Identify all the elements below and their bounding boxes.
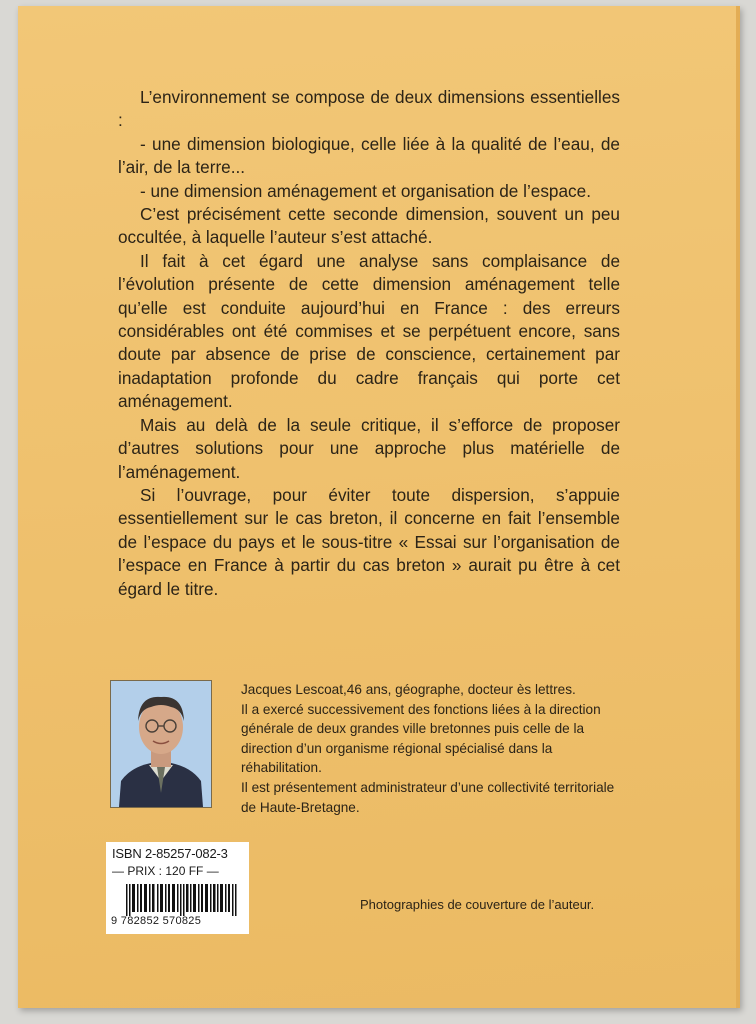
blurb-paragraph-4: C’est précisément cette seconde dimension, souvent un peu occultée, à laquelle l’auteur s’est attaché. [118,204,620,248]
isbn-label [106,842,249,934]
author-portrait-illustration [111,681,211,807]
blurb-text [118,86,620,601]
blurb-paragraph-1: L’environnement se compose de deux dimensions essentielles : [118,87,620,131]
blurb-paragraph-2: - une dimension biologique, celle liée à la qualité de l’eau, de l’air, de la terre... [118,133,620,178]
cover-edge [736,6,740,1008]
barcode-digits: 9 782852 570825 [111,915,202,927]
author-bio-line-1: Jacques Lescoat,46 ans, géographe, docteur ès lettres. [241,682,576,697]
photo-credit: Photographies de couverture de l’auteur. [360,897,595,912]
barcode [126,884,238,916]
author-bio [241,680,619,817]
author-bio-line-2: Il a exercé successivement des fonctions liées à la direction générale de deux grandes ville bretonnes puis celle de la direction d’un organisme régional spécialisé dans la réhabilitation. [241,701,601,776]
blurb-paragraph-6: Mais au delà de la seule critique, il s’efforce de proposer d’autres solutions pour une approche plus matérielle de l’aménagement. [118,414,620,482]
blurb-paragraph-5: Il fait à cet égard une analyse sans complaisance de l’évolution présente de cette dimension aménagement telle qu’elle est conduite aujourd’hui en France : des erreurs considérables ont été commises et se perpétuent encore, sans doute par absence de prise de conscience, certainement par inadaptation profonde du cadre français qui porte cet aménagement. [118,250,620,412]
isbn-number: ISBN 2-85257-082-3 [112,846,228,861]
author-bio-line-3: Il est présentement administrateur d’une collectivité territoriale de Haute-Bretagne. [241,779,615,815]
blurb-paragraph-7: Si l’ouvrage, pour éviter toute dispersion, s’appuie essentiellement sur le cas breton, il concerne en fait l’ensemble de l’espace du pays et le sous-titre « Essai sur l’organisation de l’espace en France à partir du cas breton » aurait pu être à cet égard le titre. [118,484,620,599]
price: — PRIX : 120 FF — [112,864,219,878]
blurb-paragraph-3: - une dimension aménagement et organisation de l’espace. [140,180,591,201]
author-photo [110,680,212,808]
